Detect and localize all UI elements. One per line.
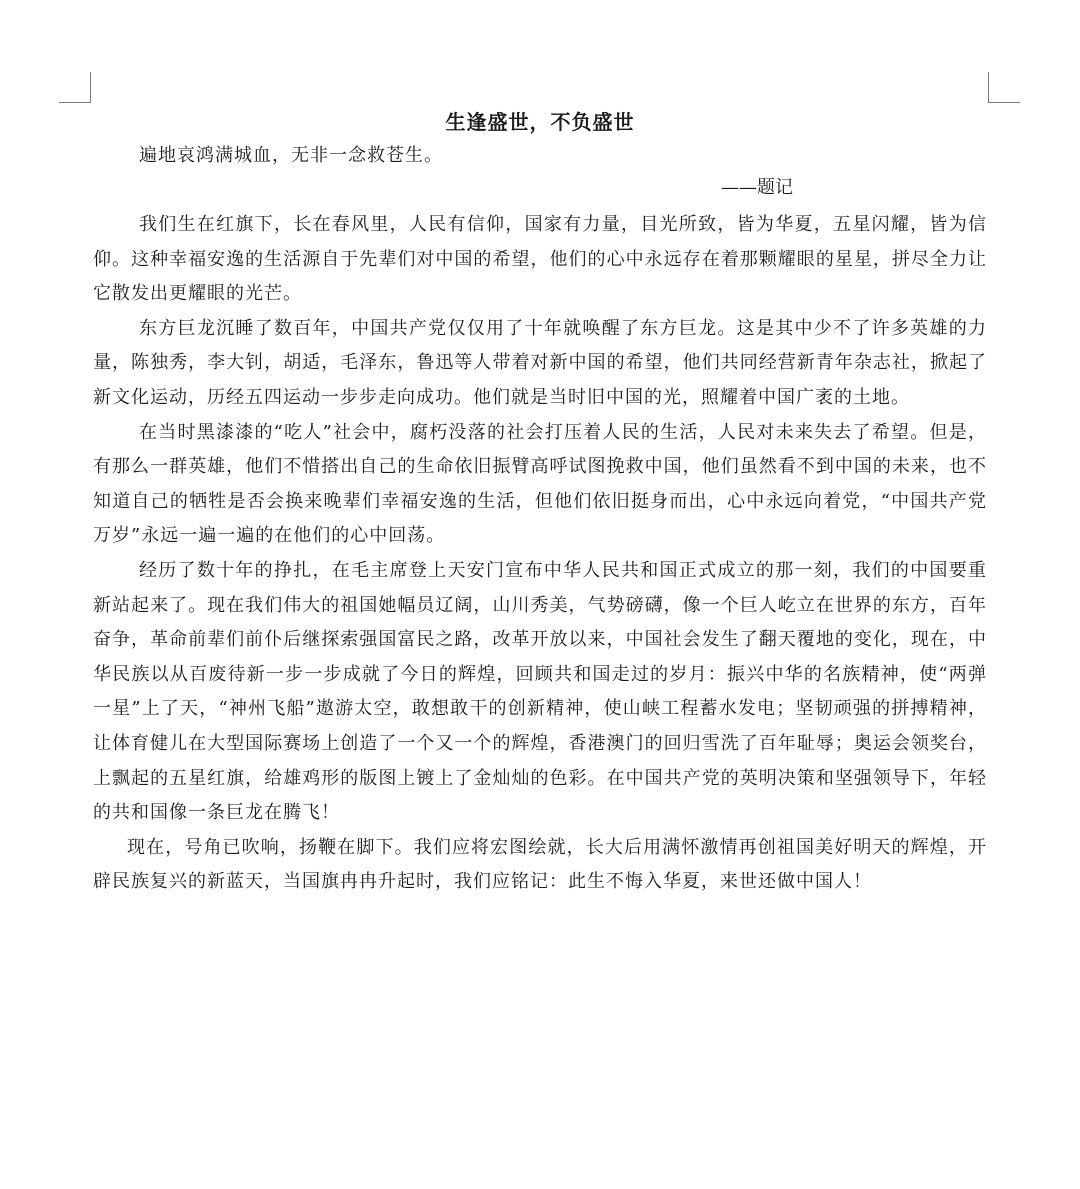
paragraph-5: 现在，号角已吹响，扬鞭在脚下。我们应将宏图绘就，长大后用满怀激情再创祖国美好明天的辉煌，开辟民族复兴的新蓝天，当国旗冉冉升起时，我们应铭记：此生不悔入华夏，来世还做中国人！ [93,836,987,893]
paragraph-3: 在当时黑漆漆的“吃人”社会中，腐朽没落的社会打压着人民的生活，人民对未来失去了希望。但是，有那么一群英雄，他们不惜搭出自己的生命依旧振臂高呼试图挽救中国，他们虽然看不到中国的未来，也不知道自己的牺牲是否会换来晚辈们幸福安逸的生活，但他们依旧挺身而出，心中永远向着党，“中国共产党万岁”永远一遍一遍的在他们的心中回荡。 [93,421,987,547]
margin-corner-mark-top-right [988,72,989,103]
essay-title: 生逢盛世，不负盛世 [445,110,635,134]
epigraph-line: 遍地哀鸿满城血，无非一念救苍生。 [139,145,443,166]
margin-corner-mark-top-left [90,72,91,103]
margin-corner-mark-top-left-horizontal [59,102,91,103]
paragraph-1: 我们生在红旗下，长在春风里，人民有信仰，国家有力量，目光所致，皆为华夏，五星闪耀，皆为信仰。这种幸福安逸的生活源自于先辈们对中国的希望，他们的心中永远存在着那颗耀眼的星星，拼尽全力让它散发出更耀眼的光芒。 [93,214,987,305]
paragraph-4: 经历了数十年的挣扎，在毛主席登上天安门宣布中华人民共和国正式成立的那一刻，我们的中国要重新站起来了。现在我们伟大的祖国她幅员辽阔，山川秀美，气势磅礴，像一个巨人屹立在世界的东方，百年奋争，革命前辈们前仆后继探索强国富民之路，改革开放以来，中国社会发生了翻天覆地的变化，现在，中华民族以从百废待新一步一步成就了今日的辉煌，回顾共和国走过的岁月：振兴中华的名族精神，使“两弹一星”上了天，“神州飞船”遨游太空，敢想敢干的创新精神，使山峡工程蓄水发电；坚韧顽强的拼搏精神，让体育健儿在大型国际赛场上创造了一个又一个的辉煌，香港澳门的回归雪洗了百年耻辱；奥运会领奖台，上飘起的五星红旗，给雄鸡形的版图上镀上了金灿灿的色彩。在中国共产党的英明决策和坚强领导下，年轻的共和国像一条巨龙在腾飞！ [93,559,987,824]
margin-corner-mark-top-right-horizontal [988,102,1020,103]
epigraph-inscription: ——题记 [721,177,793,198]
paragraph-2: 东方巨龙沉睡了数百年，中国共产党仅仅用了十年就唤醒了东方巨龙。这是其中少不了许多英雄的力量，陈独秀，李大钊，胡适，毛泽东，鲁迅等人带着对新中国的希望，他们共同经营新青年杂志社，掀起了新文化运动，历经五四运动一步步走向成功。他们就是当时旧中国的光，照耀着中国广袤的土地。 [93,317,987,408]
document-body[interactable] [93,104,987,900]
